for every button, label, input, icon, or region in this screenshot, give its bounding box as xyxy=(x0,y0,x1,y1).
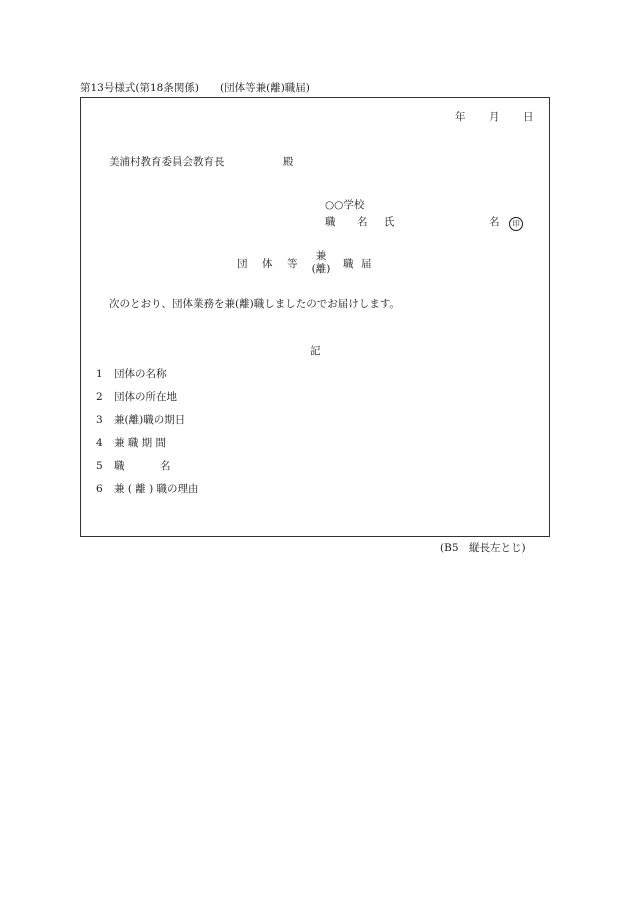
footer-note: (B5 縦長左とじ) xyxy=(440,542,526,554)
seal-mark: 印 xyxy=(509,217,523,231)
item-2-label: 団体の所在地 xyxy=(114,391,177,403)
item-5-label-b: 名 xyxy=(160,460,171,472)
item-6-label: 兼 ( 離 ) 職の理由 xyxy=(114,483,199,495)
form-title: (団体等兼(離)職届) xyxy=(220,82,310,94)
applicant-label-shoku: 職 xyxy=(325,216,336,228)
item-1-label: 団体の名称 xyxy=(114,368,167,380)
title-part-2: 体 xyxy=(262,258,273,270)
title-part-5: 届 xyxy=(361,258,372,270)
title-part-1: 団 xyxy=(237,258,248,270)
addressee-name: 美浦村教育委員会教育長 xyxy=(109,156,225,168)
addressee-honorific: 殿 xyxy=(283,156,294,168)
item-3-label: 兼(離)職の期日 xyxy=(114,414,186,426)
applicant-label-mei: 名 xyxy=(357,216,368,228)
statement: 次のとおり、団体業務を兼(離)職しましたのでお届けします。 xyxy=(109,298,400,310)
item-4-label: 兼 職 期 間 xyxy=(114,437,167,449)
form-number: 第13号様式(第18条関係) xyxy=(80,82,199,94)
seal-icon xyxy=(509,215,523,231)
item-5-label-a: 職 xyxy=(114,460,125,472)
item-1-num: 1 xyxy=(96,368,103,380)
ki: 記 xyxy=(310,345,321,357)
date-year: 年 xyxy=(455,111,466,123)
item-3-num: 3 xyxy=(96,414,103,426)
item-4-num: 4 xyxy=(96,437,103,449)
title-ken: 兼 xyxy=(315,250,327,262)
title-part-4: 職 xyxy=(343,258,354,270)
title-ken-ri xyxy=(307,250,335,276)
date-day: 日 xyxy=(523,111,534,123)
item-2-num: 2 xyxy=(96,391,103,403)
date-month: 月 xyxy=(489,111,500,123)
item-6-num: 6 xyxy=(96,483,103,495)
title-ri: (離) xyxy=(311,263,331,276)
applicant-school: ○○学校 xyxy=(325,199,365,211)
title-part-3: 等 xyxy=(287,258,298,270)
item-5-num: 5 xyxy=(96,460,103,472)
applicant-label-name: 名 xyxy=(489,216,500,228)
applicant-label-shi: 氏 xyxy=(384,216,395,228)
